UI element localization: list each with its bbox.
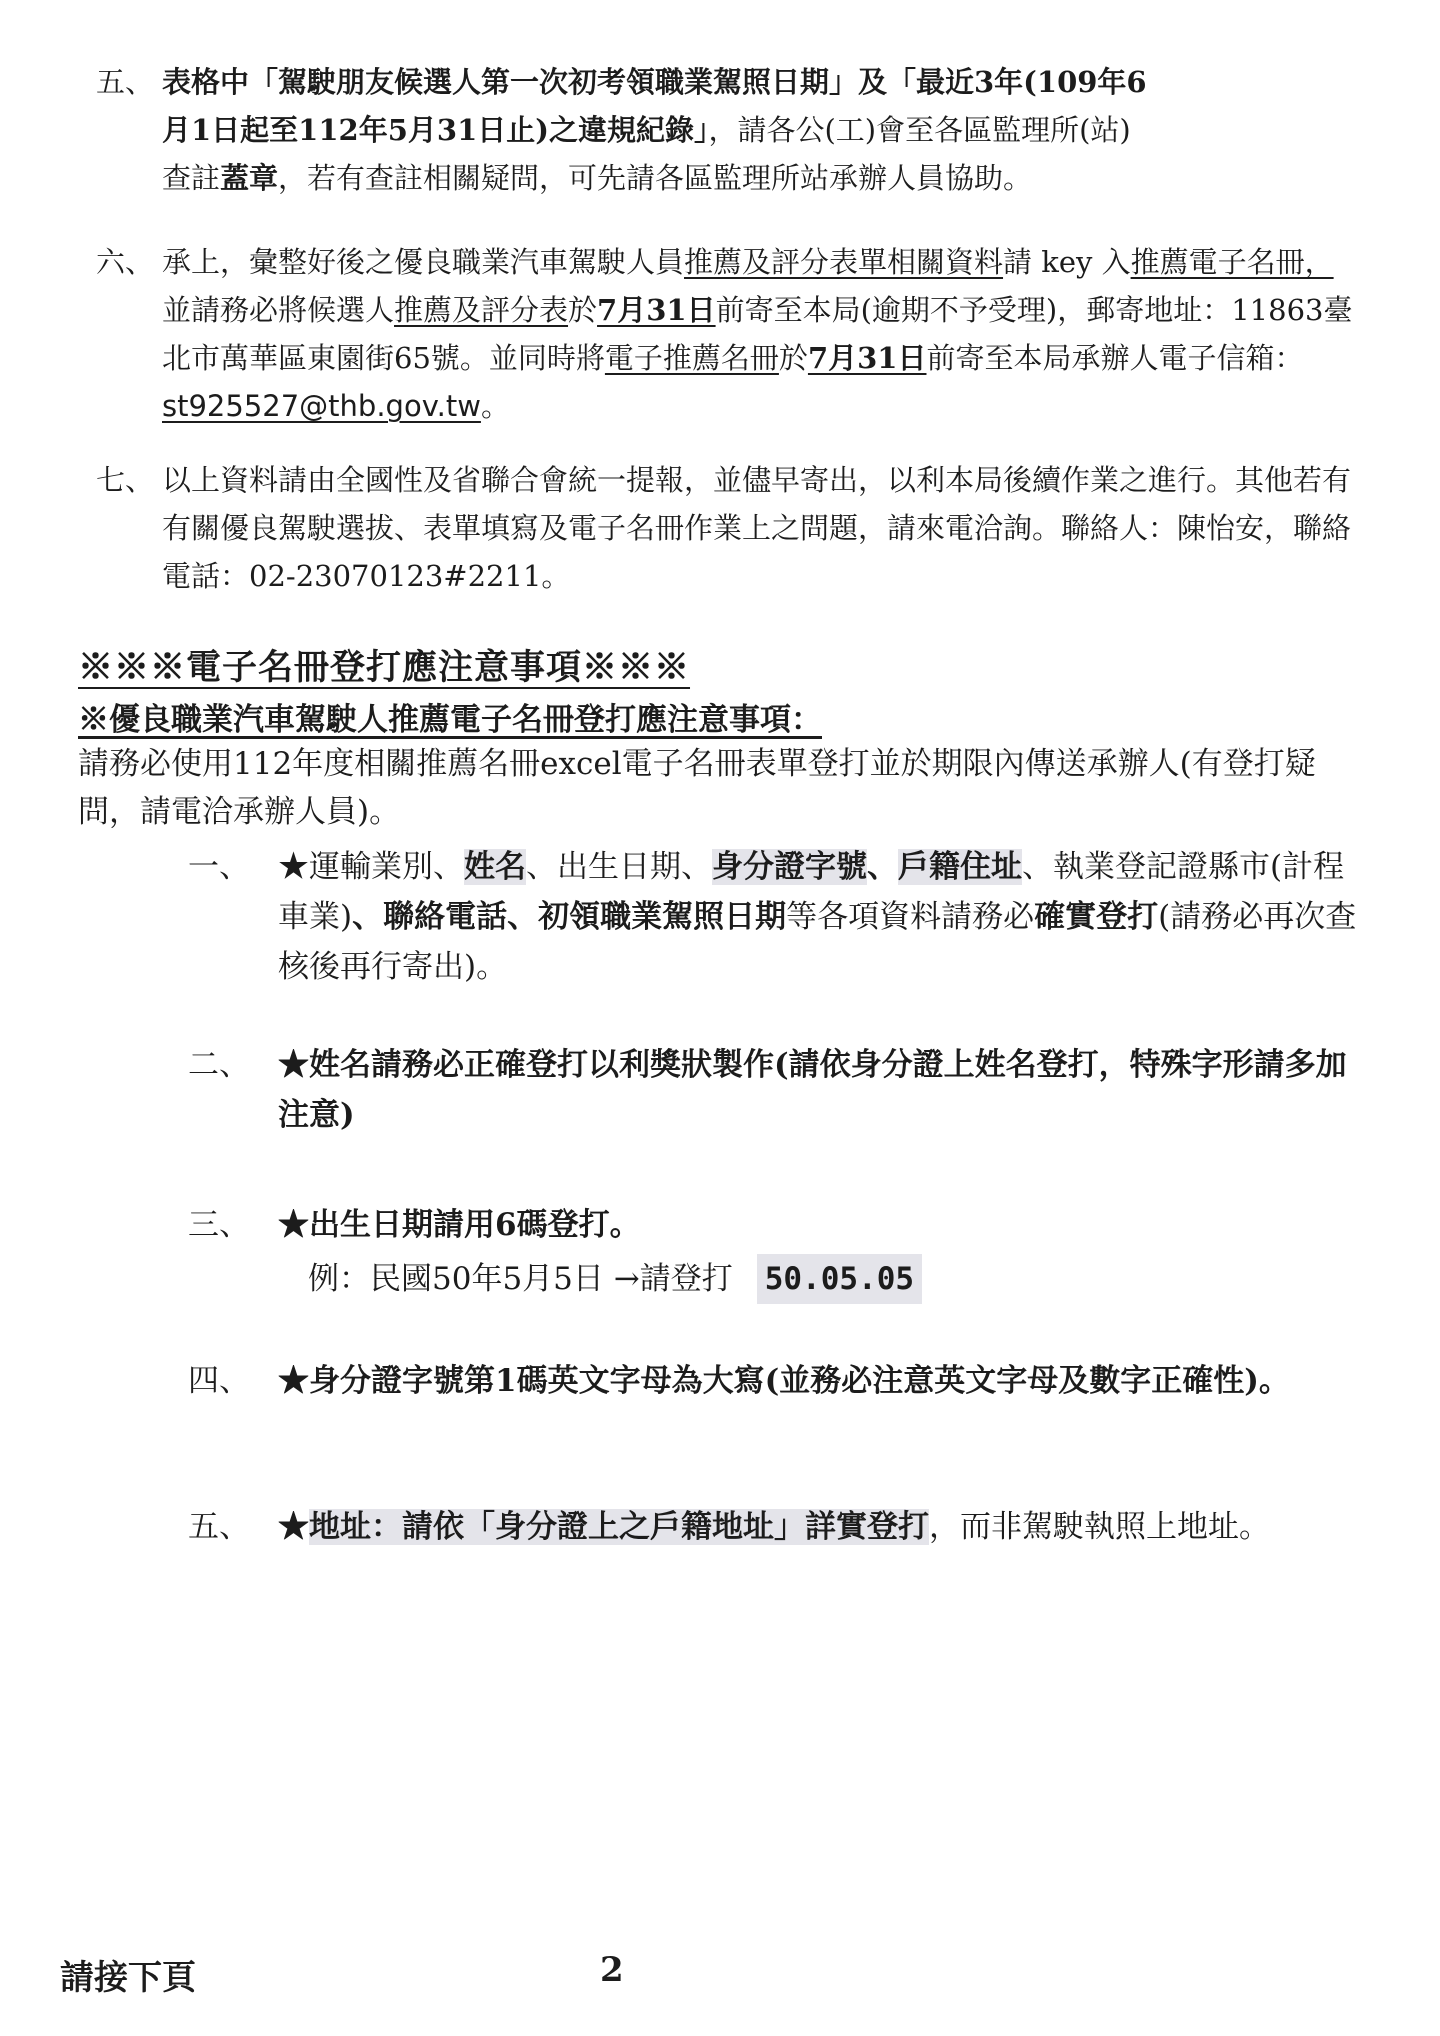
section-6-text: 並請務必將候選人 bbox=[162, 293, 395, 327]
continue-next-page: 請接下頁 bbox=[60, 1958, 196, 1998]
notes-subheading: ※優良職業汽車駕駛人推薦電子名冊登打應注意事項： bbox=[78, 702, 822, 738]
section-6-text: 於 bbox=[778, 341, 808, 375]
section-5 bbox=[96, 58, 1356, 202]
section-6-text: 承上，彙整好後之優良職業汽車駕駛人員 bbox=[162, 245, 685, 279]
item-text: 身分證字號第1碼英文字母為大寫 bbox=[309, 1363, 765, 1399]
item-text: 等各項資料請務必 bbox=[786, 899, 1035, 935]
field-id-number: 身分證字號 bbox=[712, 849, 867, 885]
star-icon: ★ bbox=[278, 1047, 309, 1083]
section-7-text: 以上資料請由全國性及省聯合會統一提報，並儘早寄出，以利本局後續作業之進行。其他若有有關優良駕駛選拔、表單填寫及電子名冊作業上之問題，請來電洽詢。聯絡人：陳怡安，聯絡電話：02-23070123#2211。 bbox=[162, 463, 1352, 593]
field-household-address: 戶籍住址 bbox=[898, 849, 1022, 885]
field-phone-license-date: 、聯絡電話、初領職業駕照日期 bbox=[352, 899, 787, 935]
item-text: 、出生日期、 bbox=[526, 849, 712, 885]
section-6-text: 前寄至本局(逾期不予受理)，郵寄地址：11863臺北市萬華區東園街65號。並同時將 bbox=[162, 293, 1353, 375]
item-text: (並務必注意英文字母及數字正確性)。 bbox=[764, 1363, 1290, 1399]
item-marker: 四、 bbox=[188, 1363, 250, 1399]
deadline-date: 7月31日 bbox=[597, 293, 716, 327]
section-5-text: 查註 bbox=[162, 161, 221, 195]
star-icon: ★ bbox=[278, 1509, 309, 1545]
example-value: 50.05.05 bbox=[757, 1254, 922, 1304]
star-icon: ★ bbox=[278, 1207, 309, 1243]
item-text: 、執業登記證縣市(計程車業) bbox=[278, 849, 1345, 935]
note-item-5 bbox=[188, 1502, 1358, 1552]
section-6-text: 請 key 入 bbox=[1003, 245, 1131, 279]
item-text: 、 bbox=[867, 849, 898, 885]
item-text: (請務必再次查核後再行寄出)。 bbox=[278, 899, 1357, 985]
section-6 bbox=[96, 238, 1356, 430]
section-marker: 五、 bbox=[96, 65, 155, 99]
e-register-emphasis: 推薦電子名冊， bbox=[1130, 245, 1334, 279]
email-link[interactable]: st925527@thb.gov.tw bbox=[162, 389, 481, 423]
notes-intro: 請務必使用112年度相關推薦名冊excel電子名冊表單登打並於期限內傳送承辦人(有登打疑問，請電洽承辦人員)。 bbox=[78, 746, 1316, 830]
star-icon: ★ bbox=[278, 849, 309, 885]
section-5-line2: 月1日起至112年5月31日止)之違規紀錄」 bbox=[162, 113, 709, 147]
note-item-1 bbox=[188, 842, 1358, 992]
field-name: 姓名 bbox=[464, 849, 526, 885]
note-item-2 bbox=[188, 1040, 1358, 1140]
example-text: 例：民國50年5月5日 →請登打 bbox=[308, 1261, 733, 1297]
notes-heading: ※※※電子名冊登打應注意事項※※※ bbox=[78, 647, 691, 688]
section-5-text-end: ，若有查註相關疑問，可先請各區監理所站承辦人員協助。 bbox=[278, 161, 1033, 195]
section-6-text: 前寄至本局承辦人電子信箱： bbox=[926, 341, 1304, 375]
note-item-4 bbox=[188, 1356, 1358, 1406]
section-5-line2b: ，請各公(工)會至各區監理所(站) bbox=[708, 113, 1131, 147]
accurate-entry-emphasis: 確實登打 bbox=[1034, 899, 1159, 935]
section-5-line1: 表格中「駕駛朋友候選人第一次初考領職業駕照日期」及「最近3年(109年6 bbox=[162, 65, 1147, 99]
item-marker: 二、 bbox=[188, 1047, 250, 1083]
item-text: 運輸業別、 bbox=[309, 849, 464, 885]
item-text: 姓名請務必正確登打以利獎狀製作(請依身分證上姓名登打，特殊字形請多加注意) bbox=[278, 1047, 1347, 1133]
address-emphasis: 地址：請依「身分證上之戶籍地址」詳實登打 bbox=[309, 1509, 929, 1545]
section-7 bbox=[96, 456, 1356, 600]
item-marker: 一、 bbox=[188, 849, 250, 885]
e-register-emphasis: 電子推薦名冊 bbox=[604, 341, 779, 375]
section-6-text: 。 bbox=[480, 389, 510, 423]
form-data-emphasis: 推薦及評分表單相關資料 bbox=[684, 245, 1004, 279]
star-icon: ★ bbox=[278, 1363, 309, 1399]
item-text: ，而非駕駛執照上地址。 bbox=[929, 1509, 1270, 1545]
item-text: 出生日期請用6碼登打。 bbox=[309, 1207, 641, 1243]
note-item-3 bbox=[188, 1200, 1358, 1304]
section-6-text: 於 bbox=[568, 293, 598, 327]
section-marker: 六、 bbox=[96, 245, 155, 279]
page-number: 2 bbox=[600, 1950, 624, 1990]
stamp-emphasis: 蓋章 bbox=[220, 161, 279, 195]
item-marker: 三、 bbox=[188, 1207, 250, 1243]
item-marker: 五、 bbox=[188, 1509, 250, 1545]
score-form-emphasis: 推薦及評分表 bbox=[394, 293, 569, 327]
section-marker: 七、 bbox=[96, 463, 155, 497]
deadline-date: 7月31日 bbox=[807, 341, 927, 375]
